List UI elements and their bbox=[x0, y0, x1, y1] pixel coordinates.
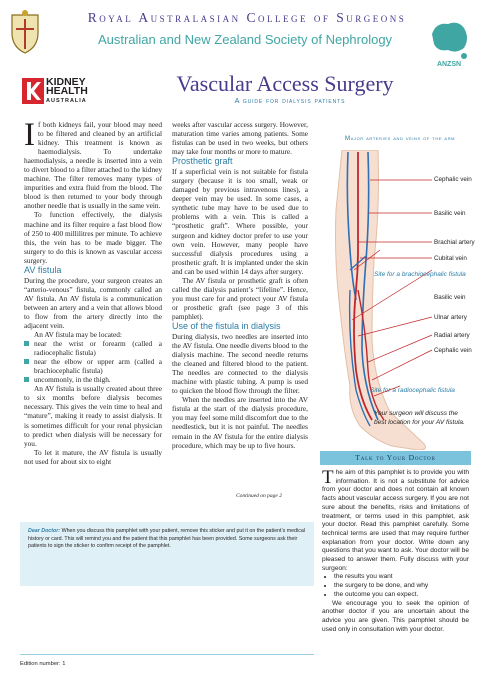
paragraph: During dialysis, two needles are inserted into the AV fistula. One needle diverts blood to the dialysis machine. The second needle returns the cleaned and filtered blood to the patient. The needles are connected to the dialysis machine with plastic tubing. A pump is used to quicken the blood flow through the filter. bbox=[172, 331, 308, 396]
edition-number: Edition number: 1 bbox=[20, 661, 66, 667]
dropcap: T bbox=[322, 467, 334, 488]
diagram-caption: Major arteries and veins of the arm bbox=[344, 135, 456, 142]
label-basilic-vein: Basilic vein bbox=[434, 210, 466, 217]
paragraph: weeks after vascular access surgery. However, maturation time varies among patients. Some fistulas can be used in two weeks, but others may take four months or more to mature. bbox=[172, 120, 308, 157]
discuss-list bbox=[322, 573, 469, 599]
talk-to-doctor-body bbox=[322, 469, 469, 634]
site-radiocephalic-fistula: Site for a radiocephalic fistula bbox=[370, 387, 455, 394]
page-title: Vascular Access Surgery bbox=[176, 71, 394, 96]
heading-use-of-fistula: Use of the fistula in dialysis bbox=[172, 320, 281, 331]
dear-doctor-text: Dear Doctor: When you discuss this pamphlet with your patient, remove this sticker and put it on the patient’s medical history or card. This will remind you and the patient that this pamphlet has been provided. Some surgeons ask their patients to sign the sticker to confirm receipt of the pamphlet. bbox=[28, 528, 305, 550]
paragraph: When the needles are inserted into the AV fistula at the start of the dialysis procedure, you may feel some mild discomfort due to the needlestick, but it is not painful. The needles remain in the AV fistula for the entire dialysis procedure, which may be up to five hours. bbox=[172, 395, 308, 450]
paragraph: We encourage you to seek the opinion of another doctor if you are uncertain about the advice you are given. This pamphlet should be used only in consultation with your doctor. bbox=[322, 599, 469, 633]
column-1 bbox=[24, 117, 162, 466]
list-item: near the elbow or upper arm (called a brachiocephalic fistula) bbox=[24, 357, 162, 375]
site-brachiocephalic-fistula: Site for a brachiocephalic fistula bbox=[374, 271, 466, 278]
label-brachial-artery: Brachial artery bbox=[434, 239, 475, 246]
heading-prosthetic-graft: Prosthetic graft bbox=[172, 156, 233, 167]
page-subtitle: A guide for dialysis patients bbox=[234, 96, 346, 105]
anzsn-logo-icon bbox=[424, 14, 474, 70]
surgeon-note: Your surgeon will discuss the best location for your AV fistula. bbox=[374, 410, 465, 426]
heading-av-fistula: AV fistula bbox=[24, 264, 62, 275]
anzsn-logo-text: ANZSN bbox=[436, 61, 462, 68]
label-basilic-vein-forearm: Basilic vein bbox=[434, 294, 466, 301]
talk-to-doctor-heading: Talk to Your Doctor bbox=[320, 451, 471, 465]
label-radial-artery: Radial artery bbox=[434, 332, 470, 339]
location-list bbox=[24, 339, 162, 384]
label-cephalic-vein: Cephalic vein bbox=[434, 176, 472, 183]
list-item: uncommonly, in the thigh. bbox=[24, 375, 162, 384]
dropcap: I bbox=[24, 117, 35, 153]
list-item: near the wrist or forearm (called a radiocephalic fistula) bbox=[24, 339, 162, 357]
kidney-health-logo-text: KIDNEY HEALTH AUSTRALIA bbox=[46, 76, 88, 104]
continued-note: Continued on page 2 bbox=[236, 493, 282, 499]
intro-paragraph: f both kidneys fail, your blood may need to be filtered and cleaned by an artificial kidney. This treatment is known as haemodialysis. To undertake haemodialysis, a needle is inserted into a vein to divert blood to a filter attached to the kidney machine. The filter removes many types of impurities and extra fluid from the blood. The blood is then returned to your body through another needle that is usually in the same vein. bbox=[24, 120, 162, 211]
label-cephalic-vein-forearm: Cephalic vein bbox=[434, 347, 472, 354]
society-name: Australian and New Zealand Society of Nephrology bbox=[97, 32, 393, 47]
column-2 bbox=[172, 120, 308, 450]
footer-divider bbox=[20, 654, 314, 655]
list-item: • the results you want bbox=[334, 573, 469, 582]
list-item: • the outcome you can expect. bbox=[334, 591, 469, 600]
paragraph: An AV fistula is usually created about three to six months before dialysis becomes necessary. This gives the vein time to heal and “mature”, making it ready to assist dialysis. It is sometimes difficult for your renal physician to predict when dialysis will be necessary for you. bbox=[24, 384, 162, 448]
paragraph: The AV fistula or prosthetic graft is often called the dialysis patient’s “lifeline”. Hence, you must care for and protect your AV fistula or prosthetic graft (see page 3 of this pamphlet). bbox=[172, 275, 308, 321]
label-cubital-vein: Cubital vein bbox=[434, 255, 467, 262]
college-name: Royal Australasian College of Surgeons bbox=[87, 10, 407, 25]
kidney-health-logo-icon bbox=[22, 78, 44, 104]
paragraph: To function effectively, the dialysis machine and its filter require a fast blood flow of 250 to 400 millilitres per minute. To achieve this, the vein has to be made bigger. The surgery to do this is known as vascular access surgery. bbox=[24, 210, 162, 265]
paragraph: An AV fistula may be located: bbox=[34, 330, 122, 340]
list-item: • the surgery to be done, and why bbox=[334, 582, 469, 591]
college-crest-icon bbox=[8, 9, 42, 55]
paragraph: If a superficial vein is not suitable for fistula surgery (because it is too small, weak or damaged by previous intravenous lines), a deeper vein may be used. In some cases, a synthetic tube may have to be used due to problems with a vein. This is called a “prosthetic graft”. Where possible, your surgeon and kidney doctor prefer to use your own vein. However, many people have successful dialysis procedures using a prosthetic graft. It is implanted under the skin and can be used within 14 days after surgery. bbox=[172, 167, 308, 276]
paragraph: During the procedure, your surgeon creates an “arterio-venous” fistula, commonly called an AV fistula. An AV fistula is a communication between an artery and a vein that allows blood to flow from the artery directly into the adjacent vein. bbox=[24, 275, 162, 330]
paragraph: he aim of this pamphlet is to provide you with information. It is not a substitute for advice from your doctor and does not contain all known facts about vascular access surgery. If you are not sure about the benefits, risks and limitations of treatment, or terms used in this pamphlet, ask your doctor. Read this pamphlet carefully. Some technical terms are used that may require further explanation from your doctor. Write down any questions that you want to ask. Your doctor will be pleased to answer them. Fully discuss with your surgeon: bbox=[322, 469, 469, 572]
label-ulnar-artery: Ulnar artery bbox=[434, 314, 467, 321]
paragraph: To let it mature, the AV fistula is usually not used for about six to eight bbox=[24, 447, 162, 466]
